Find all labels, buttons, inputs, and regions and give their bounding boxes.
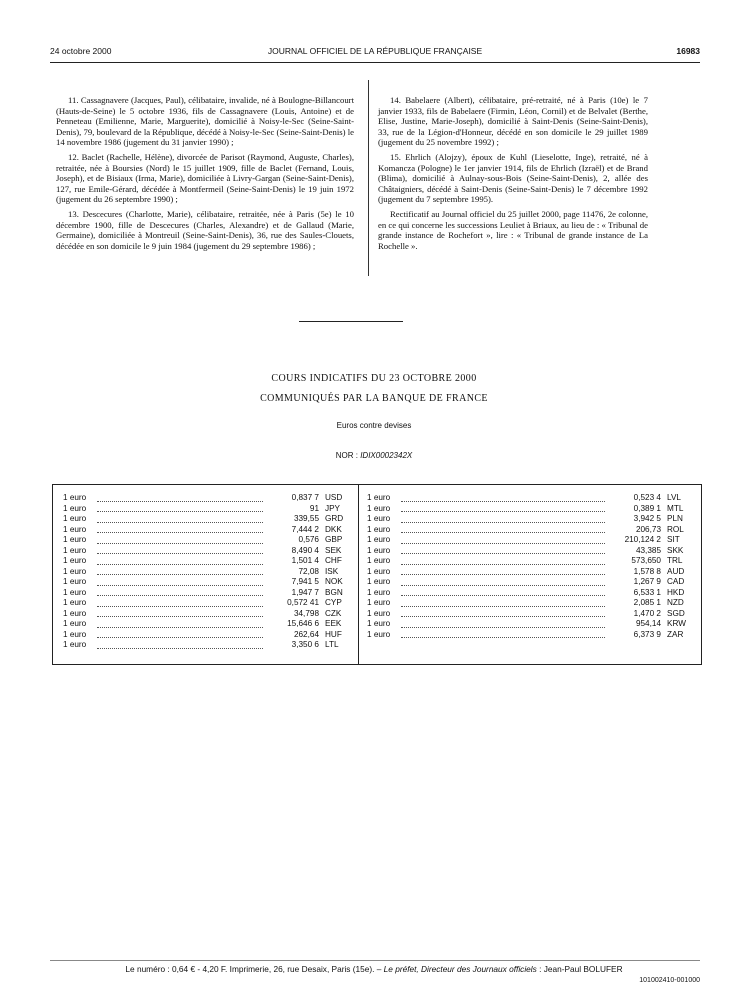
leader-dots — [97, 642, 263, 649]
currency-code: HUF — [325, 629, 342, 639]
currency-code: ZAR — [667, 629, 684, 639]
rate-label: 1 euro — [367, 587, 391, 597]
currency-code: LTL — [325, 640, 339, 649]
rate-row — [367, 504, 695, 515]
rate-row — [63, 598, 353, 609]
currency-code: NOK — [325, 577, 343, 586]
rate-row — [63, 525, 353, 536]
rate-label: 1 euro — [63, 629, 87, 639]
rate-value: 6,373 9 — [633, 629, 661, 639]
rate-label: 1 euro — [367, 619, 391, 628]
section-title: COURS INDICATIFS DU 23 OCTOBRE 2000 — [271, 373, 477, 384]
footer-italic-text: Le préfet, Directeur des Journaux officiels — [383, 964, 537, 974]
rate-value: 2,085 1 — [633, 598, 661, 607]
currency-code: HKD — [667, 587, 685, 597]
rate-label: 1 euro — [63, 535, 87, 544]
rate-label: 1 euro — [63, 545, 87, 555]
leader-dots — [97, 547, 263, 554]
rate-row — [63, 514, 353, 525]
header-rule — [50, 62, 700, 63]
leader-dots — [97, 558, 263, 565]
leader-dots — [97, 579, 263, 586]
rate-label: 1 euro — [63, 514, 87, 523]
rate-label: 1 euro — [367, 598, 391, 607]
currency-code: DKK — [325, 524, 342, 534]
rate-row — [367, 598, 695, 609]
currency-code: PLN — [667, 514, 683, 523]
leader-dots — [401, 600, 605, 607]
leader-dots — [401, 547, 605, 554]
currency-code: EEK — [325, 619, 342, 628]
rate-row — [367, 619, 695, 630]
footer-rule — [50, 960, 700, 961]
rates-right-column — [367, 493, 695, 640]
rate-value: 1,470 2 — [633, 608, 661, 618]
rate-value: 1,947 7 — [291, 587, 319, 597]
rate-value: 1,578 8 — [633, 566, 661, 576]
rate-value: 339,55 — [293, 514, 319, 523]
currency-code: NZD — [667, 598, 684, 607]
paragraph-15: 15. Ehrlich (Alojzy), époux de Kuhl (Lieselotte, Inge), retraité, né à Komancza (Pologne) le 1er janvier 1914, fils de Ehrlich (Izraël) et de Brand (Blima), domicilié à Aulnay-sous-Bois (Seine-Saint-Denis), 2, allée des Châtaigniers, décédé à Saint-Denis (Seine-Saint-Denis) le 7 décembre 1992 (jugement du 7 septembre 1995). — [378, 151, 648, 205]
leader-dots — [97, 621, 263, 628]
paragraph-12: 12. Baclet (Rachelle, Hélène), divorcée de Parisot (Raymond, Auguste, Charles), retraitée, née à Boursies (Nord) le 15 juillet 1909, fille de Baclet (Fernand, Louis, Joseph), et de Bisiaux (Irma, Marie), domiciliée à Livry-Gargan (Seine-Saint-Denis), 127, rue Emile-Gérard, décédée à Montfermeil (Seine-Saint-Denis) le 19 juin 1972 (jugement du 26 septembre 1990) ; — [56, 151, 354, 205]
leader-dots — [401, 610, 605, 617]
leader-dots — [97, 495, 263, 502]
currency-code: GRD — [325, 514, 344, 523]
rate-label: 1 euro — [367, 629, 391, 639]
currency-code: JPY — [325, 503, 341, 513]
rate-value: 0,389 1 — [633, 503, 661, 513]
rate-row — [63, 493, 353, 504]
paragraph-11: 11. Cassagnavere (Jacques, Paul), célibataire, invalide, né à Boulogne-Billancourt (Hauts-de-Seine) le 5 octobre 1936, fils de Cassagnavere (Louis, Antoine) et de Penneteau (Emilienne, Marie, Marguerite), domicilié à Noisy-le-Sec (Seine-Saint-Denis), 79, boulevard de la République, décédé à Noisy-le-Sec (Seine-Saint-Denis) le 14 novembre 1986 (jugement du 31 janvier 1990) ; — [56, 95, 354, 148]
currency-code: GBP — [325, 535, 343, 544]
nor-label: NOR : — [335, 451, 358, 460]
exchange-rates-table — [52, 484, 702, 665]
rate-label: 1 euro — [367, 556, 391, 565]
leader-dots — [401, 505, 605, 512]
rate-label: 1 euro — [63, 598, 87, 607]
rate-value: 262,64 — [293, 629, 319, 639]
footer-text: Le numéro : 0,64 € - 4,20 F. Imprimerie, 26, rue Desaix, Paris (15e). – — [125, 964, 382, 974]
page-footer — [0, 964, 748, 974]
rate-row — [63, 640, 353, 651]
leader-dots — [97, 610, 263, 617]
rate-label: 1 euro — [367, 493, 391, 502]
rate-label: 1 euro — [367, 608, 391, 618]
currency-code: MTL — [667, 503, 684, 513]
rate-value: 7,941 5 — [291, 577, 319, 586]
rate-label: 1 euro — [367, 566, 391, 576]
rate-value: 1,501 4 — [291, 556, 319, 565]
rate-label: 1 euro — [367, 503, 391, 513]
page-number: 16983 — [676, 46, 700, 56]
section-caption: Euros contre devises — [336, 421, 412, 430]
leader-dots — [401, 631, 605, 638]
rate-value: 954,14 — [635, 619, 661, 628]
rate-label: 1 euro — [63, 577, 87, 586]
rate-row — [367, 588, 695, 599]
currency-code: SKK — [667, 545, 684, 555]
rate-row — [63, 567, 353, 578]
rate-row — [367, 556, 695, 567]
rate-row — [63, 577, 353, 588]
rate-row — [63, 556, 353, 567]
currency-code: TRL — [667, 556, 683, 565]
leader-dots — [97, 631, 263, 638]
left-column — [56, 95, 354, 255]
rate-value: 91 — [309, 503, 319, 513]
rate-label: 1 euro — [63, 619, 87, 628]
leader-dots — [401, 537, 605, 544]
rate-label: 1 euro — [63, 640, 87, 649]
rate-value: 6,533 1 — [633, 587, 661, 597]
currency-code: SGD — [667, 608, 685, 618]
rate-row — [63, 588, 353, 599]
rate-value: 15,646 6 — [287, 619, 319, 628]
paragraph-14: 14. Babelaere (Albert), célibataire, pré-retraité, né à Paris (10e) le 7 janvier 1933, fils de Babelaere (Firmin, Léon, Cornil) et de Belvalet (Berthe, Elise, Justine, Marie-Joseph), domicilié à Saint-Denis (Seine-Saint-Denis), 33, rue de la Légion-d'Honneur, décédé en son domicile le 29 juillet 1989 (jugement du 25 novembre 1992) ; — [378, 95, 648, 148]
leader-dots — [401, 589, 605, 596]
rate-label: 1 euro — [63, 556, 87, 565]
rate-row — [367, 535, 695, 546]
rate-row — [367, 609, 695, 620]
rate-label: 1 euro — [367, 514, 391, 523]
column-divider — [368, 80, 369, 276]
rate-label: 1 euro — [367, 545, 391, 555]
rates-left-column — [63, 493, 353, 651]
rates-table-divider — [358, 485, 359, 664]
currency-code: SIT — [667, 535, 680, 544]
nor-reference — [0, 451, 748, 460]
paragraph-13: 13. Descecures (Charlotte, Marie), célibataire, retraitée, née à Paris (5e) le 10 décembre 1900, fille de Descecures (Charles, Alexandre) et de Gallaud (Marie, Germaine), domiciliée à Montreuil (Seine-Saint-Denis), 36, rue des Saules-Clouets, décédée en son domicile le 9 juin 1984 (jugement du 29 septembre 1986) ; — [56, 208, 354, 251]
rate-label: 1 euro — [63, 503, 87, 513]
rate-value: 0,572 41 — [287, 598, 319, 607]
right-column — [378, 95, 648, 255]
header-date: 24 octobre 2000 — [50, 46, 112, 56]
rate-label: 1 euro — [367, 577, 391, 586]
rate-value: 3,942 5 — [633, 514, 661, 523]
leader-dots — [401, 621, 605, 628]
rate-value: 0,576 — [298, 535, 319, 544]
leader-dots — [401, 516, 605, 523]
rate-row — [63, 619, 353, 630]
leader-dots — [97, 516, 263, 523]
rate-row — [63, 546, 353, 557]
rate-row — [367, 546, 695, 557]
rate-value: 0,523 4 — [633, 493, 661, 502]
rate-row — [367, 514, 695, 525]
currency-code: USD — [325, 493, 343, 502]
rate-value: 3,350 6 — [291, 640, 319, 649]
leader-dots — [97, 505, 263, 512]
leader-dots — [401, 526, 605, 533]
leader-dots — [401, 558, 605, 565]
page-header — [50, 46, 700, 58]
rectificatif-paragraph: Rectificatif au Journal officiel du 25 juillet 2000, page 11476, 2e colonne, en ce qui concerne les successions Leuliet à Briaux, au lieu de : « Tribunal de grande instance de Rochefort », lire : « Tribunal de grande instance de La Rochelle ». — [378, 208, 648, 251]
leader-dots — [97, 537, 263, 544]
currency-code: AUD — [667, 566, 685, 576]
currency-code: CZK — [325, 608, 342, 618]
header-title: JOURNAL OFFICIEL DE LA RÉPUBLIQUE FRANÇAISE — [267, 46, 483, 56]
currency-code: KRW — [667, 619, 686, 628]
rate-row — [367, 567, 695, 578]
rate-row — [367, 577, 695, 588]
rate-label: 1 euro — [367, 524, 391, 534]
currency-code: CYP — [325, 598, 342, 607]
section-subtitle: COMMUNIQUÉS PAR LA BANQUE DE FRANCE — [260, 393, 488, 404]
rate-value: 43,385 — [635, 545, 661, 555]
rate-row — [63, 504, 353, 515]
rate-value: 72,08 — [298, 566, 319, 576]
rate-value: 206,73 — [635, 524, 661, 534]
leader-dots — [97, 600, 263, 607]
leader-dots — [97, 589, 263, 596]
rate-value: 1,267 9 — [633, 577, 661, 586]
nor-code: IDIX0002342X — [360, 451, 413, 460]
rate-label: 1 euro — [63, 493, 87, 502]
rate-value: 210,124 2 — [624, 535, 661, 544]
rate-row — [63, 535, 353, 546]
rate-label: 1 euro — [63, 566, 87, 576]
leader-dots — [401, 568, 605, 575]
rate-label: 1 euro — [63, 587, 87, 597]
leader-dots — [401, 579, 605, 586]
leader-dots — [97, 568, 263, 575]
footer-signatory: : Jean-Paul BOLUFER — [539, 964, 623, 974]
currency-code: SEK — [325, 545, 342, 555]
rate-row — [63, 609, 353, 620]
leader-dots — [97, 526, 263, 533]
currency-code: LVL — [667, 493, 681, 502]
footer-code: 101002410-001000 — [639, 977, 700, 984]
currency-code: CAD — [667, 577, 685, 586]
rate-value: 7,444 2 — [291, 524, 319, 534]
rate-row — [367, 630, 695, 641]
rate-row — [63, 630, 353, 641]
rate-row — [367, 493, 695, 504]
rate-row — [367, 525, 695, 536]
leader-dots — [401, 495, 605, 502]
currency-code: BGN — [325, 587, 343, 597]
rate-value: 34,798 — [293, 608, 319, 618]
rate-value: 573,650 — [631, 556, 661, 565]
rate-label: 1 euro — [367, 535, 391, 544]
rate-value: 8,490 4 — [291, 545, 319, 555]
currency-code: ROL — [667, 524, 684, 534]
section-separator — [299, 321, 403, 322]
currency-code: CHF — [325, 556, 342, 565]
rate-label: 1 euro — [63, 608, 87, 618]
rate-value: 0,837 7 — [291, 493, 319, 502]
currency-code: ISK — [325, 566, 339, 576]
rate-label: 1 euro — [63, 524, 87, 534]
